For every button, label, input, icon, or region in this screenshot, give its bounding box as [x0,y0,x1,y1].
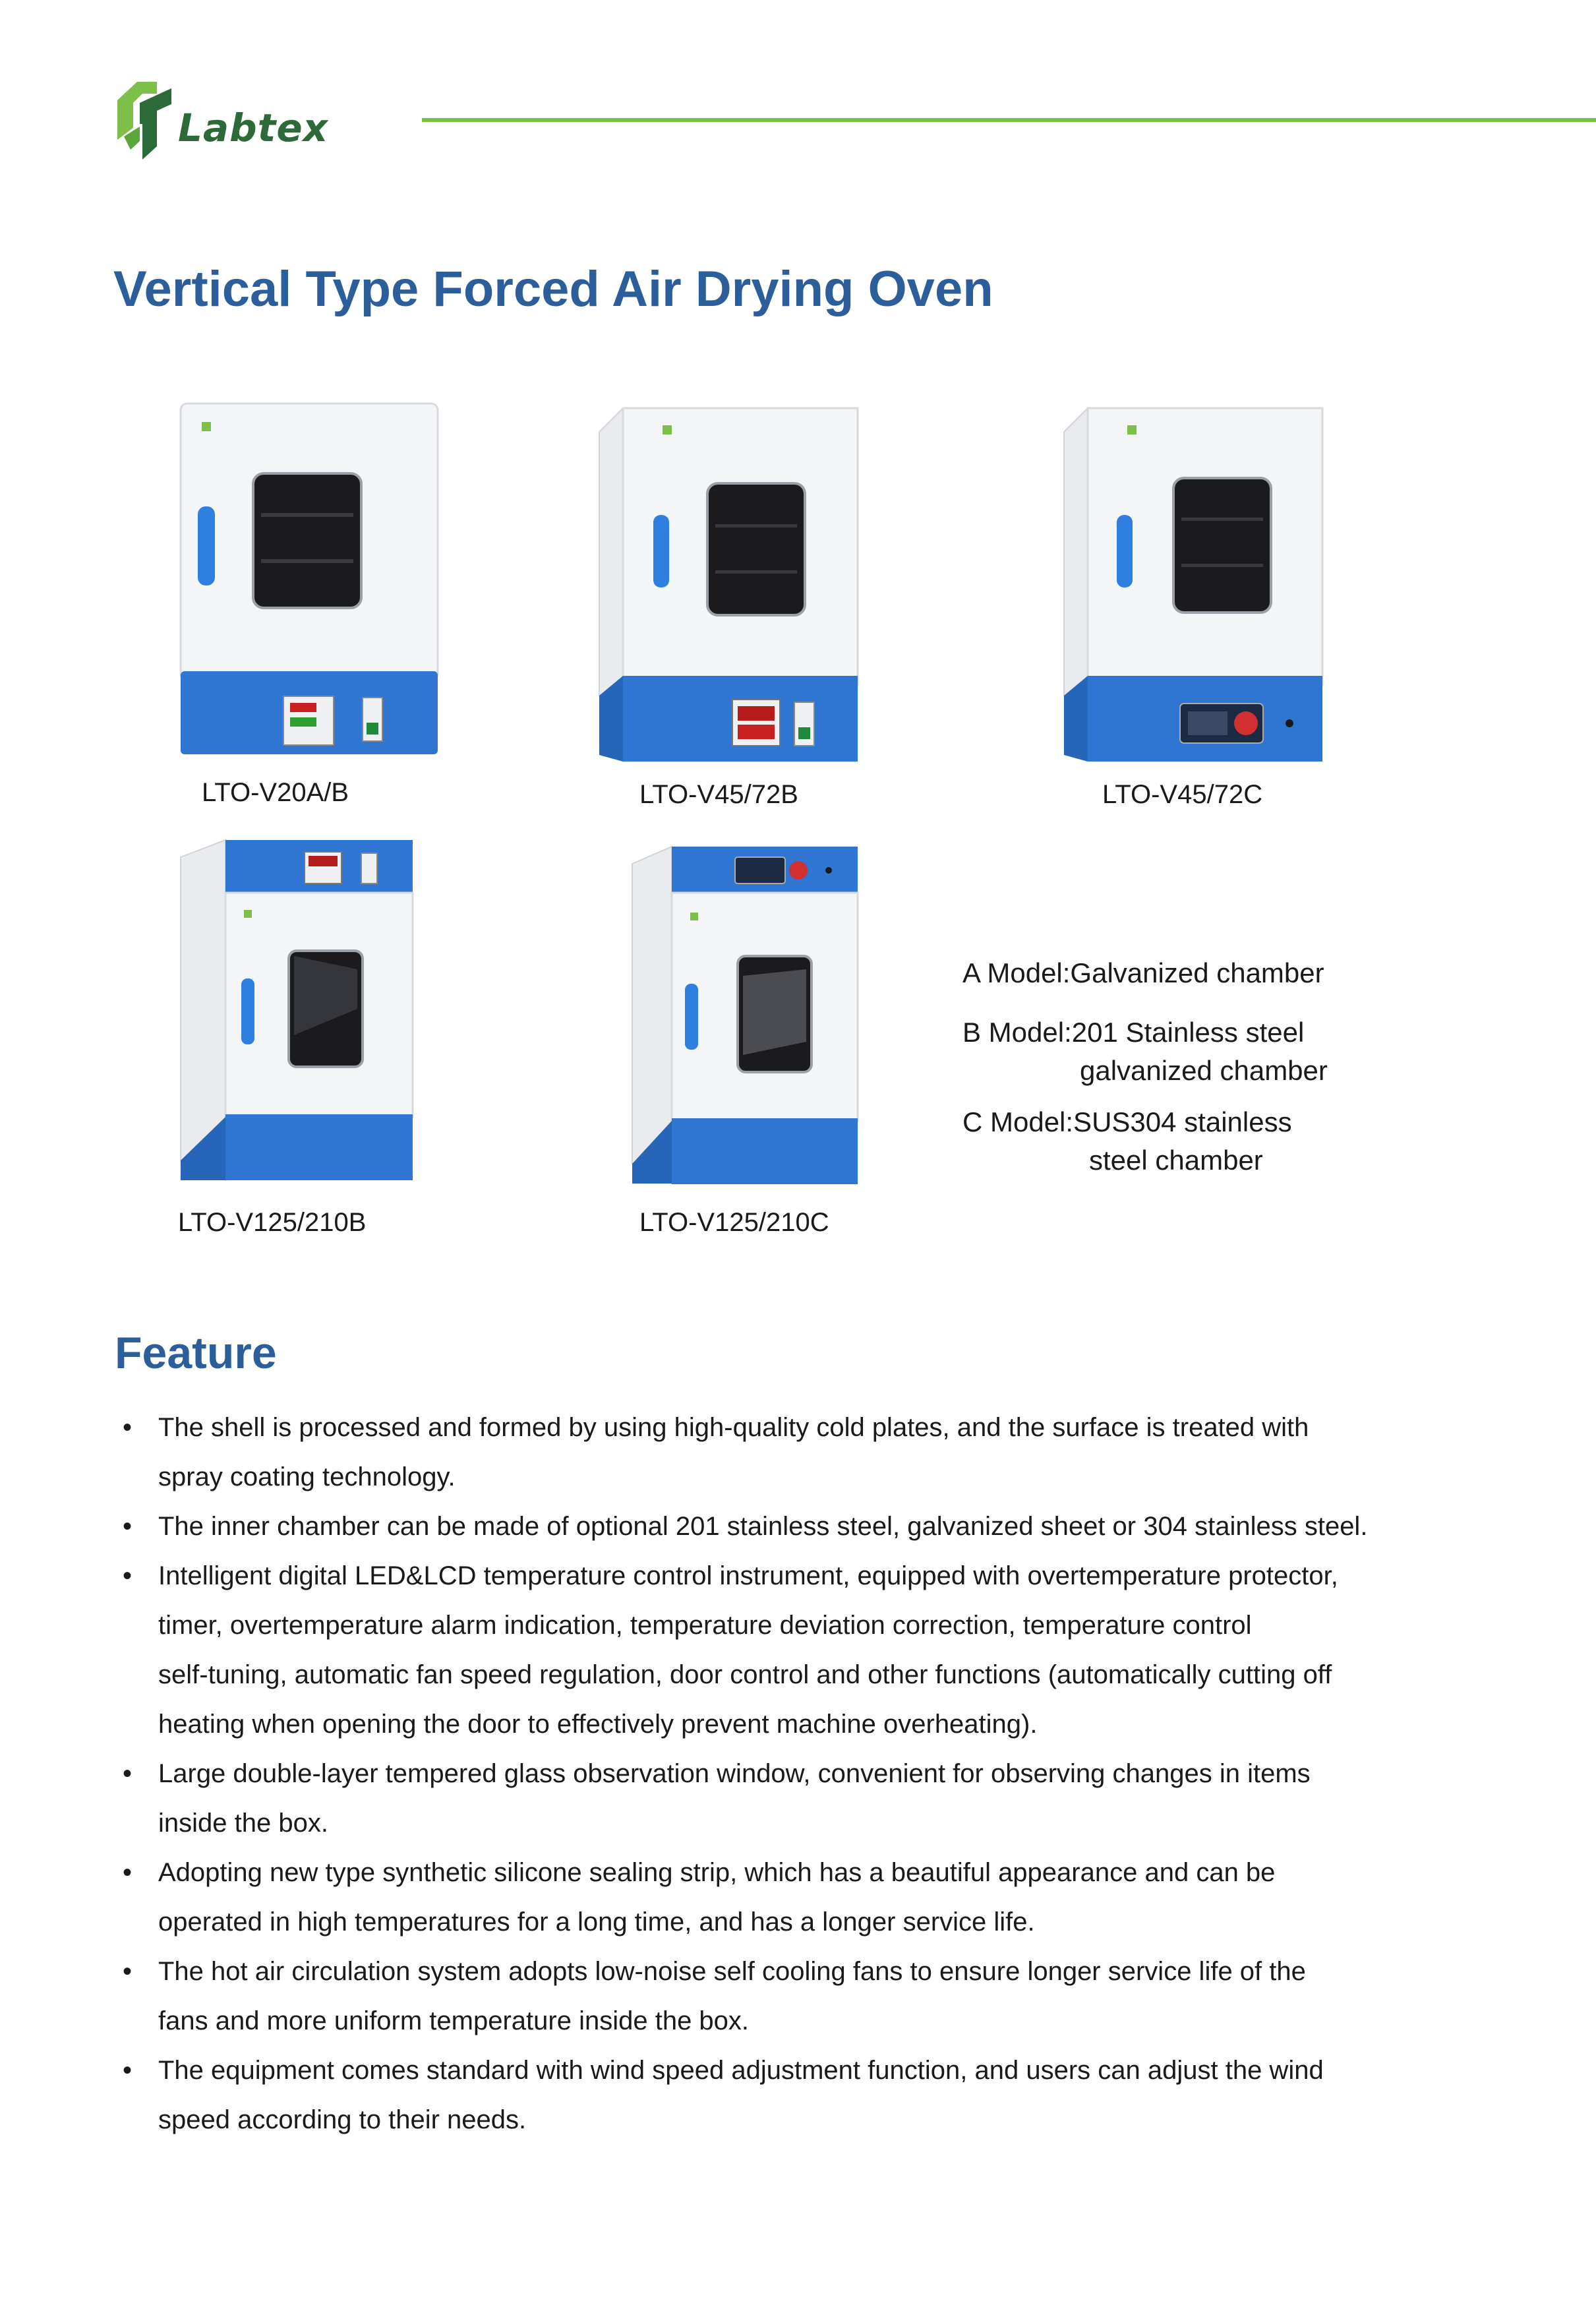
model-caption: LTO-V125/210C [639,1208,829,1237]
feature-item: • The hot air circulation system adopts low-noise self cooling fans to ensure longer service life of the fans and more uniform temperature inside the box. [119,1947,1503,2046]
feature-item: • The inner chamber can be made of optional 201 stainless steel, galvanized sheet or 304 stainless steel. [119,1502,1503,1551]
bullet: • [123,1413,133,1442]
feature-item: • Large double-layer tempered glass observation window, convenient for observing changes in items inside the box. [119,1749,1503,1848]
model-note-c-cont: steel chamber [1089,1145,1263,1176]
model-caption: LTO-V45/72C [1102,780,1263,809]
feature-item: • The equipment comes standard with wind speed adjustment function, and users can adjust the wind speed according to their needs. [119,2046,1503,2145]
oven-image-v125-c [630,844,860,1187]
bullet: • [123,2056,133,2085]
oven-image-v125-b [178,837,415,1187]
model-note-c: C Model:SUS304 stainless [962,1106,1292,1137]
bullet: • [123,1561,133,1590]
bullet: • [123,1759,133,1788]
bullet: • [123,1512,133,1541]
model-note-b: B Model:201 Stainless steel [962,1017,1305,1048]
feature-list [119,1403,1503,2145]
page-title: Vertical Type Forced Air Drying Oven [113,261,993,317]
brand-name: Labtex [178,105,329,150]
oven-image-v45-c [1061,406,1325,765]
feature-heading: Feature [115,1328,277,1378]
feature-item: • The shell is processed and formed by using high-quality cold plates, and the surface is treated with spray coating technology. [119,1403,1503,1502]
model-caption: LTO-V45/72B [639,780,798,809]
feature-item: • Adopting new type synthetic silicone sealing strip, which has a beautiful appearance and can be operated in high temperatures for a long time, and has a longer service life. [119,1848,1503,1947]
oven-image-v20 [178,401,442,757]
feature-item: • Intelligent digital LED&LCD temperature control instrument, equipped with overtemperature protector, timer, overtemperature alarm indication, temperature deviation correction, temperature control self-tuning, automatic fan speed regulation, door control and other functions (automatically cutting off heating when opening the door to effectively prevent machine overheating). [119,1551,1503,1749]
model-caption: LTO-V125/210B [178,1208,367,1237]
bullet: • [123,1957,133,1986]
oven-image-v45-b [597,406,860,765]
header-divider [422,118,1596,122]
bullet: • [123,1858,133,1887]
model-caption: LTO-V20A/B [202,778,349,807]
model-note-a: A Model:Galvanized chamber [962,957,1324,988]
model-note-b-cont: galvanized chamber [1080,1055,1328,1086]
